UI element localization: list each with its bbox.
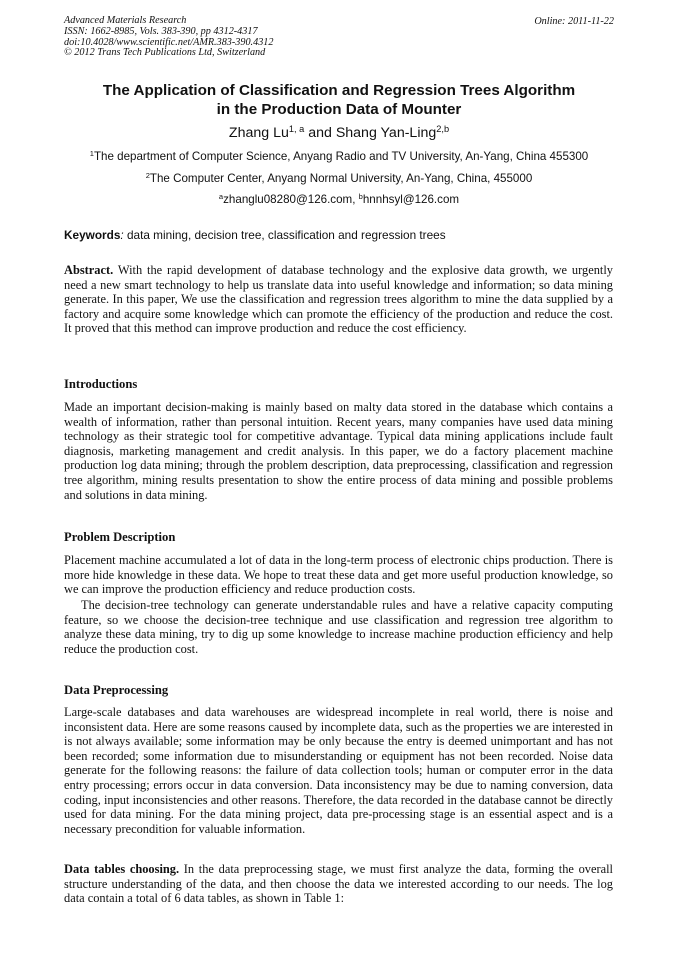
keywords-line	[64, 228, 624, 242]
data-tables-text: In the data preprocessing stage, we must first analyze the data, forming the overall structure understanding of the data, and then choose the data we interested according to our needs. The log data contain a total of 6 data tables, as shown in Table 1:	[64, 862, 613, 906]
email-a-sup: a	[218, 191, 224, 201]
affiliation-1	[40, 150, 638, 163]
preprocessing-paragraph-2	[64, 862, 613, 906]
affiliation-2	[40, 172, 638, 185]
author-1-sup: 1, a	[288, 123, 305, 134]
email-b[interactable]: hnnhsyl@126.com	[362, 193, 460, 206]
affiliation-2-sup: 2	[145, 170, 150, 180]
abstract-paragraph	[64, 263, 613, 336]
heading-data-preprocessing: Data Preprocessing	[64, 683, 169, 697]
email-b-sup: b	[358, 191, 363, 201]
author-and: and	[304, 125, 336, 141]
email-a[interactable]: zhanglu08280@126.com,	[223, 193, 359, 206]
paper-title	[40, 82, 638, 119]
abstract-text: With the rapid development of database technology and the explosive data growth, we urgently need a new smart technology to help us translate data into useful knowledge and information; so data mining generate. In this paper, We use the classification and regression trees algorithm to mine the data supplied by a factory and acquire some knowledge which can promote the efficiency of the production and reduce the cost. It proved that this method can improve production and reduce the cost efficiency.	[64, 263, 613, 336]
heading-introductions: Introductions	[64, 377, 138, 391]
author-2-sup: 2,b	[436, 123, 450, 134]
author-2: Shang Yan-Ling	[335, 125, 437, 141]
keywords-text: data mining, decision tree, classification and regression trees	[123, 228, 446, 242]
title-line-2: in the Production Data of Mounter	[216, 100, 462, 118]
intro-paragraph: Made an important decision-making is mainly based on malty data stored in the database which contains a wealth of information, rather than personal intuition. Recent years, many companies have used data mining technology as their strategic tool for competitive advantage. Typical data mining applications include fault diagnosis, marketing management and credit analysis. In this paper, we do a factory placement machine production log data mining; through the problem description, data preprocessing, classification and regression tree algorithm, mining results presentation to show the entire process of data mining and possible problems and solutions in data mining.	[64, 400, 613, 502]
email-line	[40, 193, 638, 206]
author-1: Zhang Lu	[228, 125, 289, 141]
keywords-label: Keywords	[64, 228, 121, 242]
data-tables-label: Data tables choosing.	[64, 862, 180, 876]
online-date: Online: 2011-11-22	[534, 16, 614, 27]
keywords-colon: :	[120, 228, 124, 242]
journal-info-block	[64, 16, 273, 59]
journal-name: Advanced Materials Research	[64, 15, 187, 26]
problem-paragraph-2: The decision-tree technology can generate understandable rules and have a relative capacity computing feature, so we choose the decision-tree technique and use classification and regression tree algorithm to analyze these data mining, try to dig up some knowledge to increase machine production efficiency and help reduce the production cost.	[64, 598, 613, 656]
copyright-line: © 2012 Trans Tech Publications Ltd, Switzerland	[64, 47, 266, 59]
issn-line: ISSN: 1662-8985, Vols. 383-390, pp 4312-4317	[64, 25, 258, 37]
problem-paragraph-1: Placement machine accumulated a lot of data in the long-term process of electronic chips production. There is more hide knowledge in these data. We hope to treat these data and get more useful production knowledge, so we can improve the production efficiency and reduce production costs.	[64, 553, 613, 597]
preprocessing-paragraph-1: Large-scale databases and data warehouses are widespread incomplete in real world, there is noise and inconsistent data. Here are some reasons caused by incomplete data, such as the properties we are interested in is not always available; some information may be only because the entry is deemed unimportant and has not been recorded; some information due to misunderstanding or equipment has not been recorded. Noise data generate for the following reasons: the failure of data collection tools; human or computer error in the data entry processing; errors occur in data conversion. Data inconsistency may be due to naming conversion, data coding, input inconsistencies and other reasons. Therefore, the data recorded in the database cannot be directly used for data mining. For the data mining project, data pre-processing stage is an essential aspect and is a necessary precondition for valuable information.	[64, 705, 613, 836]
affiliation-1-sup: 1	[89, 148, 94, 158]
abstract-label: Abstract.	[64, 263, 114, 277]
affiliation-2-text: The Computer Center, Anyang Normal University, An-Yang, China, 455000	[149, 172, 533, 185]
title-line-1: The Application of Classification and Regression Trees Algorithm	[102, 82, 576, 99]
author-line	[40, 125, 638, 141]
heading-problem-description: Problem Description	[64, 530, 176, 544]
affiliation-1-text: The department of Computer Science, Anyang Radio and TV University, An-Yang, China 455300	[93, 150, 589, 163]
doi-line[interactable]: doi:10.4028/www.scientific.net/AMR.383-390.4312	[64, 36, 274, 48]
